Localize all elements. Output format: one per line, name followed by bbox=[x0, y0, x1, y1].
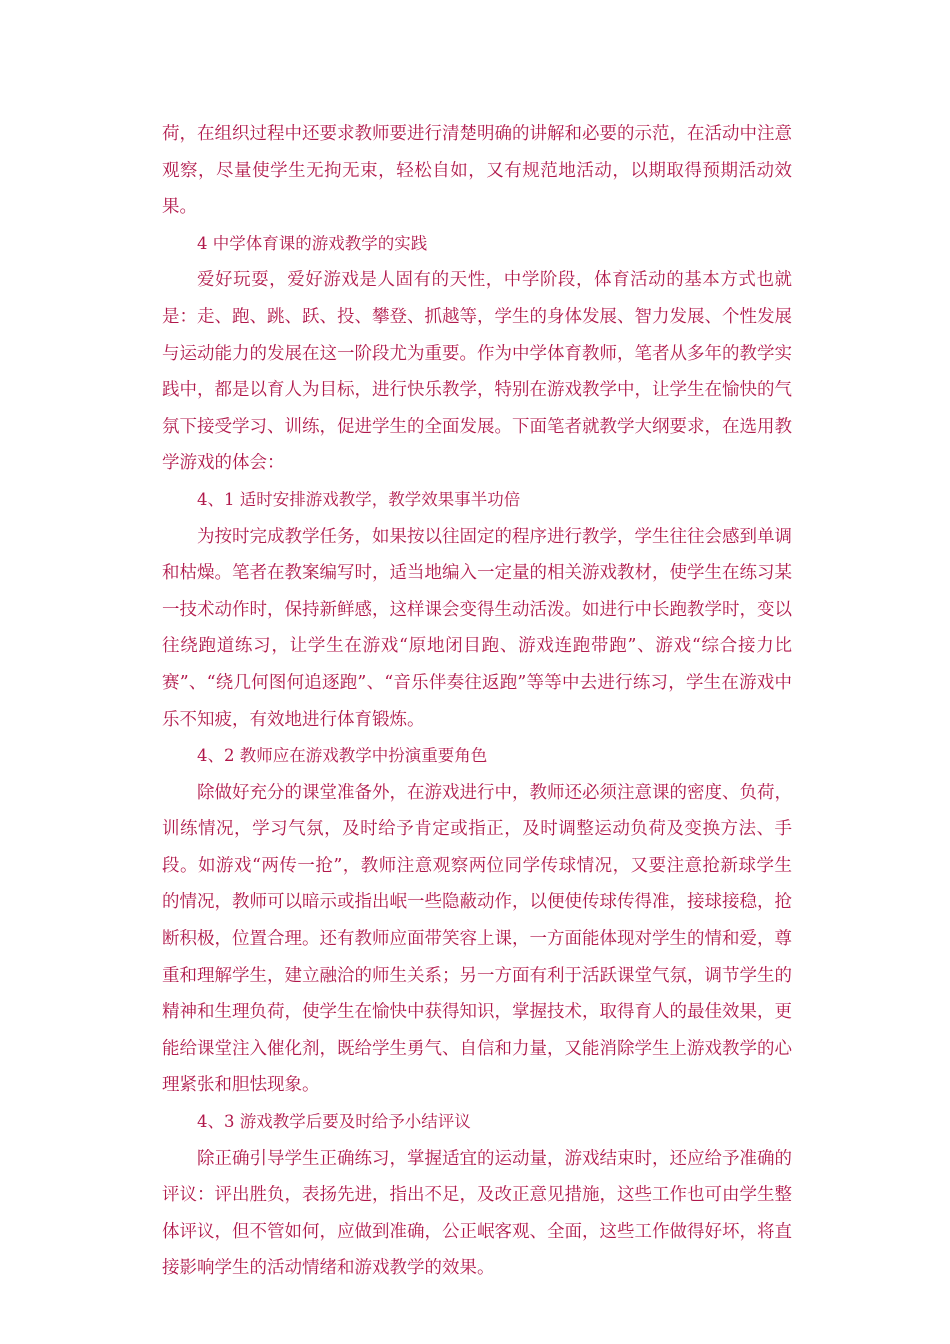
paragraph-4-2: 除做好充分的课堂准备外，在游戏进行中，教师还必须注意课的密度、负荷，训练情况，学习气氛，及时给予肯定或指正，及时调整运动负荷及变换方法、手段。如游戏“两传一抢”，教师注意观察两位同学传球情况，又要注意抢新球学生的情况，教师可以暗示或指出岷一些隐蔽动作，以便使传球传得准，接球接稳，抢断积极，位置合理。还有教师应面带笑容上课，一方面能体现对学生的情和爱，尊重和理解学生，建立融洽的师生关系；另一方面有利于活跃课堂气氛，调节学生的精神和生理负荷，使学生在愉快中获得知识，掌握技术，取得育人的最佳效果，更能给课堂注入催化剂，既给学生勇气、自信和力量，又能消除学生上游戏教学的心理紧张和胆怯现象。 bbox=[162, 782, 792, 1096]
subsection-heading-4-2: 4、2 教师应在游戏教学中扮演重要角色 bbox=[197, 746, 488, 766]
document-body bbox=[162, 116, 792, 1287]
paragraph-4-1: 为按时完成教学任务，如果按以往固定的程序进行教学，学生往往会感到单调和枯燥。笔者在教案编写时，适当地编入一定量的相关游戏教材，使学生在练习某一技术动作时，保持新鲜感，这样课会变得生动活泼。如进行中长跑教学时，变以往绕跑道练习，让学生在游戏“原地闭目跑、游戏连跑带跑”、游戏“综合接力比赛”、“绕几何图何追逐跑”、“音乐伴奏往返跑”等等中去进行练习，学生在游戏中乐不知疲，有效地进行体育锻炼。 bbox=[162, 526, 792, 730]
subsection-heading-4-1: 4、1 适时安排游戏教学，教学效果事半功倍 bbox=[197, 489, 521, 509]
paragraph-intro: 爱好玩耍，爱好游戏是人固有的天性，中学阶段，体育活动的基本方式也就是：走、跑、跳、跃、投、攀登、抓越等，学生的身体发展、智力发展、个性发展与运动能力的发展在这一阶段尤为重要。作为中学体育教师，笔者从多年的教学实践中，都是以育人为目标，进行快乐教学，特别在游戏教学中，让学生在愉快的气氛下接受学习、训练，促进学生的全面发展。下面笔者就教学大纲要求，在选用教学游戏的体会： bbox=[162, 270, 792, 474]
paragraph-4-3: 除正确引导学生正确练习，掌握适宜的运动量，游戏结束时，还应给予准确的评议：评出胜负，表扬先进，指出不足，及改正意见措施，这些工作也可由学生整体评议，但不管如何，应做到准确，公正岷客观、全面，这些工作做得好坏，将直接影响学生的活动情绪和游戏教学的效果。 bbox=[162, 1148, 792, 1279]
subsection-heading-4-3: 4、3 游戏教学后要及时给予小结评议 bbox=[197, 1112, 471, 1132]
paragraph-continuation: 荷，在组织过程中还要求教师要进行清楚明确的讲解和必要的示范，在活动中注意观察，尽量使学生无拘无束，轻松自如，又有规范地活动，以期取得预期活动效果。 bbox=[162, 124, 792, 218]
section-heading-4: 4 中学体育课的游戏教学的实践 bbox=[197, 233, 428, 253]
